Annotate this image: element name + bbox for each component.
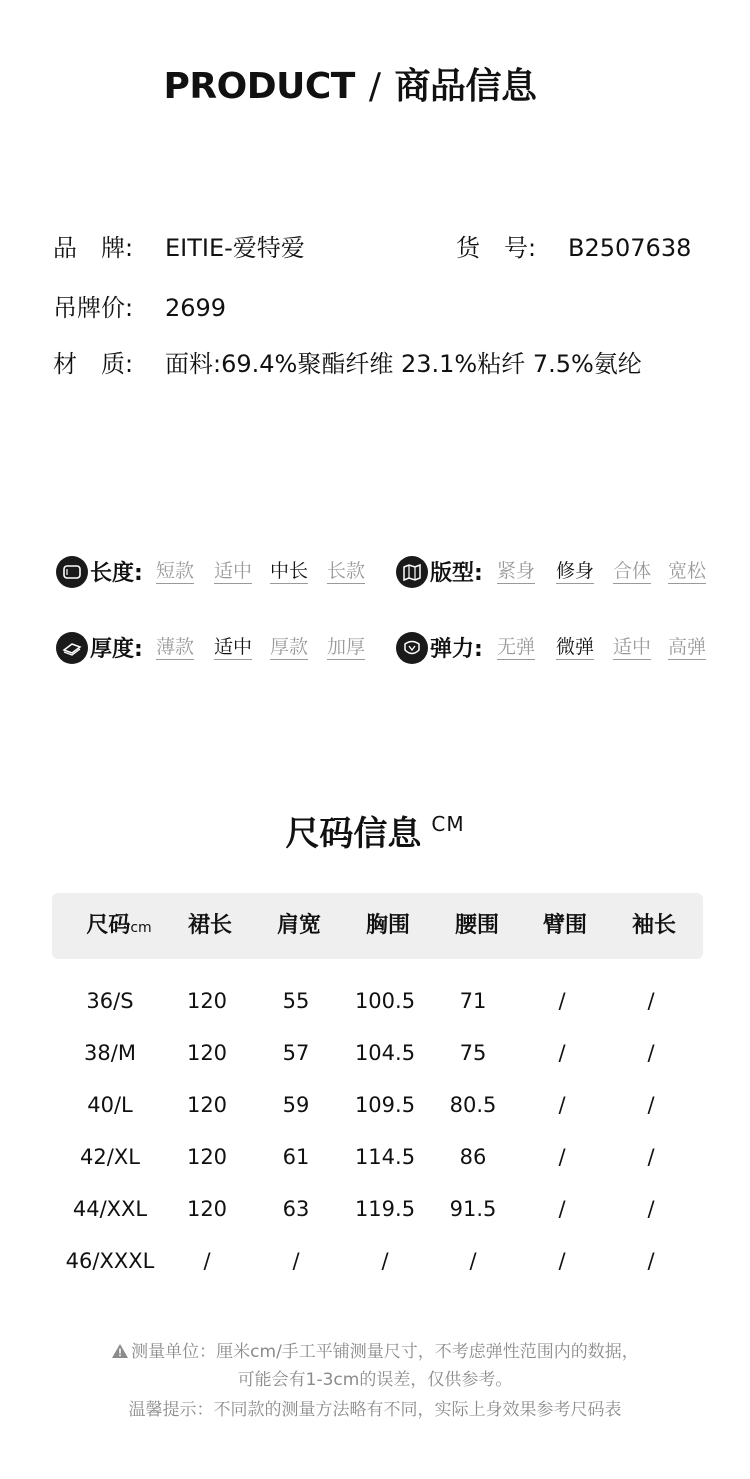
measurement-cell: 120 xyxy=(186,1093,228,1117)
size-cell: 38/M xyxy=(84,1041,136,1065)
measurement-cell: / xyxy=(203,1249,211,1273)
header-sleeve: 袖长 xyxy=(631,913,676,938)
header-size xyxy=(74,893,164,959)
measurement-cell: / xyxy=(558,1145,566,1169)
option-length-mid-long: 中长 xyxy=(270,560,309,582)
attribute-thickness xyxy=(56,632,376,666)
attribute-label: 厚度: xyxy=(90,637,143,662)
header-size-unit: cm xyxy=(130,920,152,936)
title-en: PRODUCT xyxy=(163,66,355,107)
size-cell: 40/L xyxy=(87,1093,133,1117)
title-cn: 商品信息 xyxy=(394,66,537,107)
measurement-cell: / xyxy=(558,1041,566,1065)
measurement-cell: / xyxy=(558,1093,566,1117)
measurement-cell: 120 xyxy=(186,1145,228,1169)
size-cell: 44/XXL xyxy=(72,1197,148,1221)
title-separator: / xyxy=(368,66,381,107)
attribute-fit xyxy=(396,556,716,590)
size-info-heading: 尺码信息 xyxy=(285,814,422,854)
thickness-icon xyxy=(56,632,88,664)
measurement-cell: 75 xyxy=(459,1041,487,1065)
option-fit-loose: 宽松 xyxy=(668,560,707,582)
note-measurement-unit: 测量单位：厘米cm/手工平铺测量尺寸，不考虑弹性范围内的数据， xyxy=(131,1342,639,1362)
measurement-cell: 80.5 xyxy=(449,1093,497,1117)
measurement-cell: 120 xyxy=(186,989,228,1013)
measurement-cell: 61 xyxy=(282,1145,310,1169)
attribute-label: 长度: xyxy=(90,561,143,586)
price-label: 吊牌价: xyxy=(53,294,134,322)
option-length-medium: 适中 xyxy=(214,560,253,582)
size-cell: 46/XXXL xyxy=(65,1249,155,1273)
measurement-cell: / xyxy=(558,1197,566,1221)
measurement-cell: 114.5 xyxy=(354,1145,416,1169)
size-cell: 42/XL xyxy=(80,1145,140,1169)
fit-icon xyxy=(396,556,428,588)
measurement-cell: / xyxy=(647,989,655,1013)
measurement-cell: 86 xyxy=(459,1145,487,1169)
measurement-cell: 104.5 xyxy=(354,1041,416,1065)
brand-label: 品 牌: xyxy=(53,234,134,262)
measurement-cell: / xyxy=(469,1249,477,1273)
header-waist: 腰围 xyxy=(454,913,499,938)
measurement-cell: / xyxy=(381,1249,389,1273)
sku-value: B2507638 xyxy=(568,234,692,262)
header-shoulder: 肩宽 xyxy=(276,913,321,938)
option-thickness-medium: 适中 xyxy=(214,636,253,658)
measurement-cell: / xyxy=(647,1145,655,1169)
attribute-label: 版型: xyxy=(430,561,483,586)
measurement-cell: / xyxy=(558,989,566,1013)
measurement-cell: 71 xyxy=(459,989,487,1013)
option-fit-regular: 合体 xyxy=(613,560,652,582)
note-line-1 xyxy=(0,1337,750,1364)
measurement-cell: 55 xyxy=(282,989,310,1013)
note-line-3: 温馨提示：不同款的测量方法略有不同，实际上身效果参考尺码表 xyxy=(128,1400,622,1420)
size-table-header xyxy=(52,893,703,959)
sku-row xyxy=(456,228,691,263)
header-size-label: 尺码 xyxy=(86,913,131,938)
size-info-title xyxy=(0,806,750,855)
note-line-2: 可能会有1-3cm的误差，仅供参考。 xyxy=(237,1370,513,1390)
measurement-cell: / xyxy=(647,1249,655,1273)
measurement-cell: / xyxy=(558,1249,566,1273)
measurement-cell: 120 xyxy=(186,1197,228,1221)
header-skirt-length: 裙长 xyxy=(187,913,232,938)
warning-icon xyxy=(111,1343,129,1364)
page-title xyxy=(0,58,700,109)
measurement-cell: / xyxy=(647,1041,655,1065)
option-elasticity-none: 无弹 xyxy=(497,636,536,658)
price-value: 2699 xyxy=(165,294,227,322)
elasticity-icon xyxy=(396,632,428,664)
brand-value: EITIE-爱特爱 xyxy=(165,234,305,262)
option-elasticity-high: 高弹 xyxy=(668,636,707,658)
measurement-cell: 100.5 xyxy=(354,989,416,1013)
option-fit-tight: 紧身 xyxy=(497,560,536,582)
header-arm: 臂围 xyxy=(542,913,587,938)
option-elasticity-medium: 适中 xyxy=(613,636,652,658)
option-elasticity-slight: 微弹 xyxy=(556,636,595,658)
size-info-unit: CM xyxy=(431,812,465,836)
material-label: 材 质: xyxy=(53,350,134,378)
measurement-cell: 57 xyxy=(282,1041,310,1065)
sku-label: 货 号: xyxy=(456,234,537,262)
material-row xyxy=(53,344,642,379)
length-icon xyxy=(56,556,88,588)
measurement-cell: 63 xyxy=(282,1197,310,1221)
option-thickness-extra-thick: 加厚 xyxy=(327,636,366,658)
option-fit-slim: 修身 xyxy=(556,560,595,582)
header-bust: 胸围 xyxy=(365,913,410,938)
measurement-cell: 119.5 xyxy=(354,1197,416,1221)
measurement-cell: / xyxy=(647,1093,655,1117)
option-length-short: 短款 xyxy=(156,560,195,582)
material-value: 面料:69.4%聚酯纤维 23.1%粘纤 7.5%氨纶 xyxy=(165,350,642,378)
measurement-cell: 91.5 xyxy=(449,1197,497,1221)
measurement-cell: 109.5 xyxy=(354,1093,416,1117)
size-cell: 36/S xyxy=(86,989,134,1013)
attribute-length xyxy=(56,556,376,590)
price-row xyxy=(53,288,226,323)
measurement-cell: 59 xyxy=(282,1093,310,1117)
option-thickness-thick: 厚款 xyxy=(270,636,309,658)
option-thickness-thin: 薄款 xyxy=(156,636,195,658)
measurement-cell: / xyxy=(292,1249,300,1273)
option-length-long: 长款 xyxy=(327,560,366,582)
attribute-label: 弹力: xyxy=(430,637,483,662)
measurement-cell: 120 xyxy=(186,1041,228,1065)
brand-row xyxy=(53,228,305,263)
measurement-cell: / xyxy=(647,1197,655,1221)
attribute-elasticity xyxy=(396,632,716,666)
